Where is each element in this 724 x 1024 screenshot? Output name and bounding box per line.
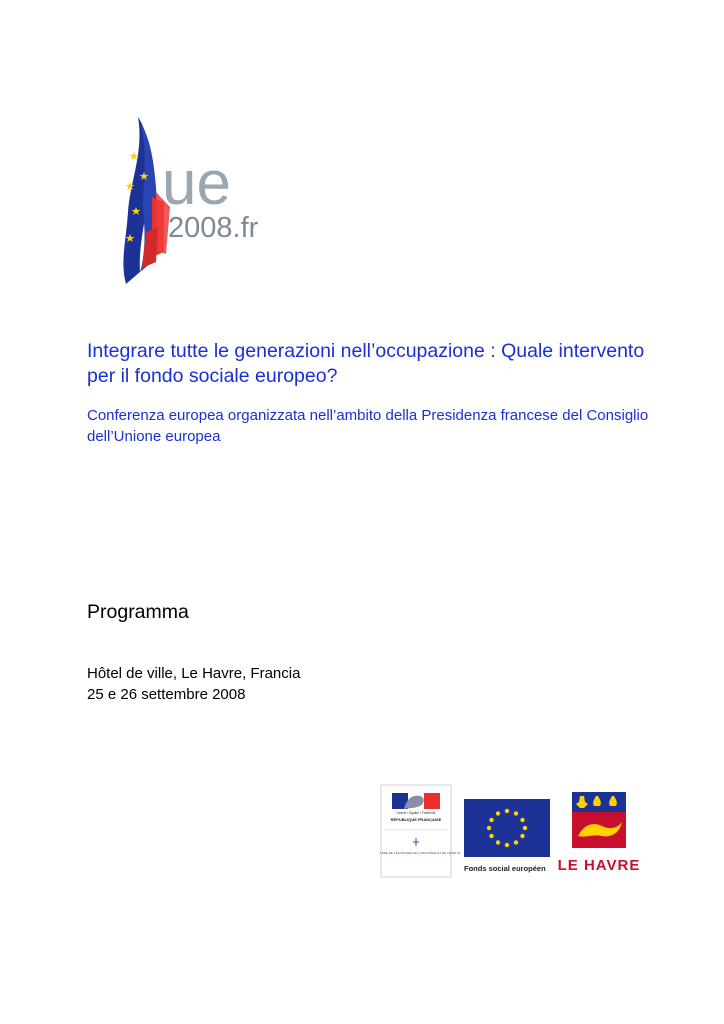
document-title: Integrare tutte le generazioni nell’occupazione : Quale intervento per il fondo sociale europeo? <box>87 340 645 387</box>
republique-text: RÉPUBLIQUE FRANÇAISE <box>390 817 442 822</box>
partner-logos <box>380 784 640 880</box>
fse-caption: Fonds social européen <box>464 864 546 873</box>
ue-text: ue <box>162 149 231 218</box>
venue-block <box>87 663 300 705</box>
fonds-social-europeen-logo <box>464 799 550 873</box>
venue-place: Hôtel de ville, Le Havre, Francia <box>87 665 301 682</box>
venue-dates: 25 e 26 settembre 2008 <box>87 686 246 703</box>
le-havre-logo <box>558 792 640 874</box>
ministere-text: MINISTÈRE DE L’ÉCONOMIE DE L’INDUSTRIE ET DE L’EMPLOI <box>380 851 461 855</box>
republique-francaise-logo <box>380 785 461 877</box>
year-text: 2008.fr <box>168 212 259 244</box>
republique-motto: Liberté • Égalité • Fraternité <box>396 811 436 815</box>
le-havre-text: LE HAVRE <box>557 857 640 874</box>
eu-flag-icon <box>100 112 270 292</box>
document-subtitle: Conferenza europea organizzata nell’ambito della Presidenza francese del Consiglio dell’Unione europea <box>87 407 649 445</box>
program-heading: Programma <box>87 601 189 623</box>
ue2008-logo <box>100 112 270 292</box>
